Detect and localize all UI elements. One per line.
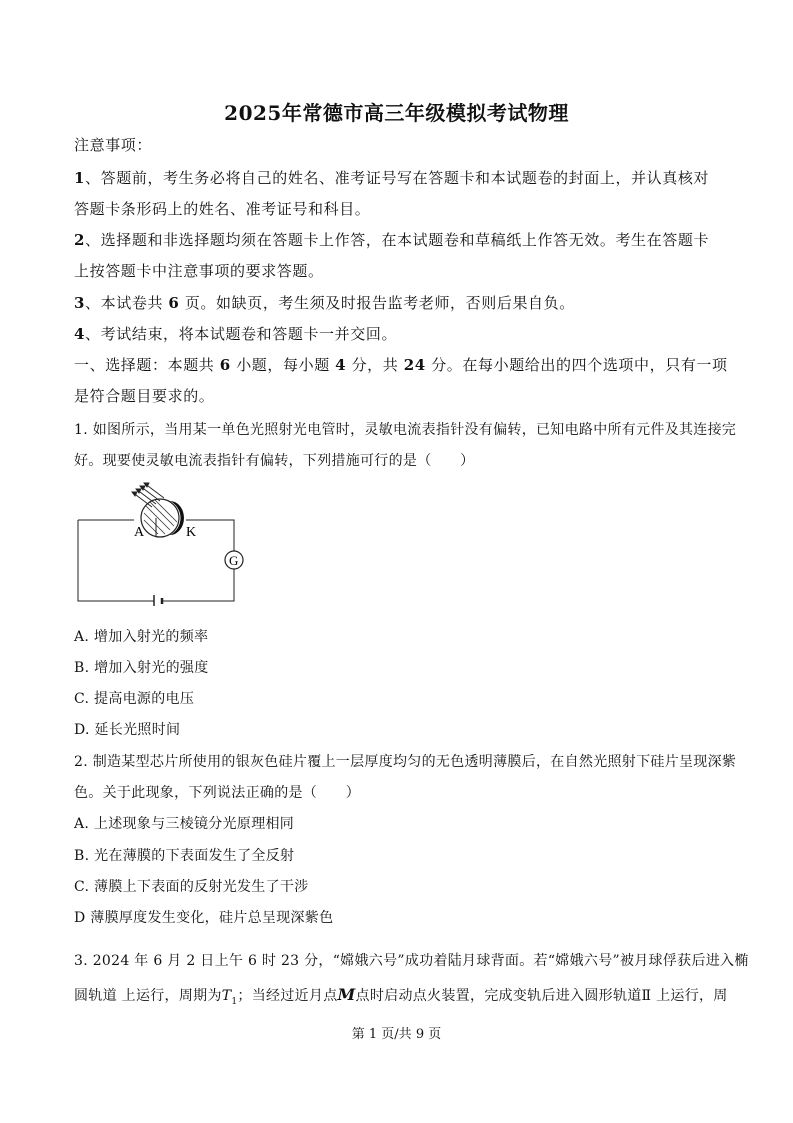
- question-2-option-d: D 薄膜厚度发生变化，硅片总呈现深紫色: [74, 910, 334, 926]
- symbol-t-subscript: 1: [231, 996, 238, 1007]
- question-2-stem-continued: 色。关于此现象，下列说法正确的是（ ）: [74, 785, 360, 801]
- notice-item-4-text: 、考试结束，将本试题卷和答题卡一并交回。: [85, 325, 398, 343]
- question-1-option-b: B. 增加入射光的强度: [74, 660, 209, 676]
- notice-item-2-continued: 上按答题卡中注意事项的要求答题。: [74, 262, 324, 280]
- symbol-m: M: [337, 985, 356, 1004]
- section-1-points-each: 4: [335, 356, 347, 374]
- question-1-option-c: C. 提高电源的电压: [74, 691, 195, 707]
- question-1-stem: 1. 如图所示，当用某一单色光照射光电管时，灵敏电流表指针没有偏转，已知电路中所有元件及其连接完: [74, 422, 737, 438]
- notice-item-3: [74, 292, 575, 313]
- notice-heading: 注意事项：: [74, 136, 153, 154]
- question-3-text-b: ；当经过近月点: [237, 988, 338, 1004]
- label-g: G: [229, 553, 239, 568]
- label-k: K: [186, 525, 197, 540]
- notice-item-2-text: 、选择题和非选择题均须在答题卡上作答，在本试题卷和草稿纸上作答无效。考生在答题卡: [85, 231, 710, 249]
- notice-item-1-text: 、答题前，考生务必将自己的姓名、准考证号写在答题卡和本试题卷的封面上，并认真核对: [85, 169, 710, 187]
- section-1-heading-continued: 是符合题目要求的。: [74, 387, 215, 405]
- section-1-points-total: 24: [403, 356, 426, 374]
- section-1-heading: [74, 354, 728, 375]
- question-3-text-a: 圆轨道 上运行，周期为: [74, 988, 222, 1004]
- question-2-stem: 2. 制造某型芯片所使用的银灰色硅片覆上一层厚度均匀的无色透明薄膜后，在自然光照射下硅片呈现深紫: [74, 754, 737, 770]
- notice-item-1: [74, 167, 709, 188]
- notice-item-4: [74, 323, 397, 344]
- notice-item-2: [74, 229, 709, 250]
- notice-item-3-pre: 、本试卷共: [85, 294, 169, 312]
- notice-item-4-number: 4: [74, 325, 86, 343]
- section-1-text-c: 分，共: [346, 356, 404, 374]
- section-1-question-count: 6: [219, 356, 231, 374]
- page-footer: 第 1 页/共 9 页: [351, 1027, 442, 1042]
- question-3-stem-continued: [74, 985, 728, 1007]
- page-title: 2025年常德市高三年级模拟考试物理: [224, 101, 569, 125]
- question-1-option-d: D. 延长光照时间: [74, 722, 181, 738]
- notice-item-3-pages: 6: [168, 294, 180, 312]
- photoelectric-tube: [141, 499, 184, 537]
- photoelectric-circuit-diagram: [74, 480, 246, 606]
- notice-item-1-number: 1: [74, 169, 86, 187]
- question-1-option-a: A. 增加入射光的频率: [74, 629, 209, 645]
- section-1-text-b: 小题，每小题: [230, 356, 336, 374]
- question-3-stem: 3. 2024 年 6 月 2 日上午 6 时 23 分，“嫦娥六号”成功着陆月球背面。若“嫦娥六号”被月球俘获后进入椭: [74, 953, 749, 969]
- symbol-t: T: [221, 988, 232, 1004]
- notice-item-3-post: 页。如缺页，考生须及时报告监考老师，否则后果自负。: [179, 294, 575, 312]
- notice-item-3-number: 3: [74, 294, 86, 312]
- section-1-text-a: 一、选择题：本题共: [74, 356, 220, 374]
- question-2-option-a: A. 上述现象与三棱镜分光原理相同: [74, 816, 295, 832]
- label-a: A: [134, 525, 145, 540]
- question-1-stem-continued: 好。现要使灵敏电流表指针有偏转，下列措施可行的是（ ）: [74, 453, 475, 469]
- notice-item-1-continued: 答题卡条形码上的姓名、准考证号和科目。: [74, 200, 371, 218]
- section-1-text-d: 分。在每小题给出的四个选项中，只有一项: [425, 356, 728, 374]
- question-2-option-b: B. 光在薄膜的下表面发生了全反射: [74, 848, 295, 864]
- question-3-text-c: 点时启动点火装置，完成变轨后进入圆形轨道Ⅱ 上运行，周: [355, 988, 728, 1004]
- notice-item-2-number: 2: [74, 231, 86, 249]
- question-2-option-c: C. 薄膜上下表面的反射光发生了干涉: [74, 879, 309, 895]
- circuit-wire-right-bottom: [162, 569, 234, 601]
